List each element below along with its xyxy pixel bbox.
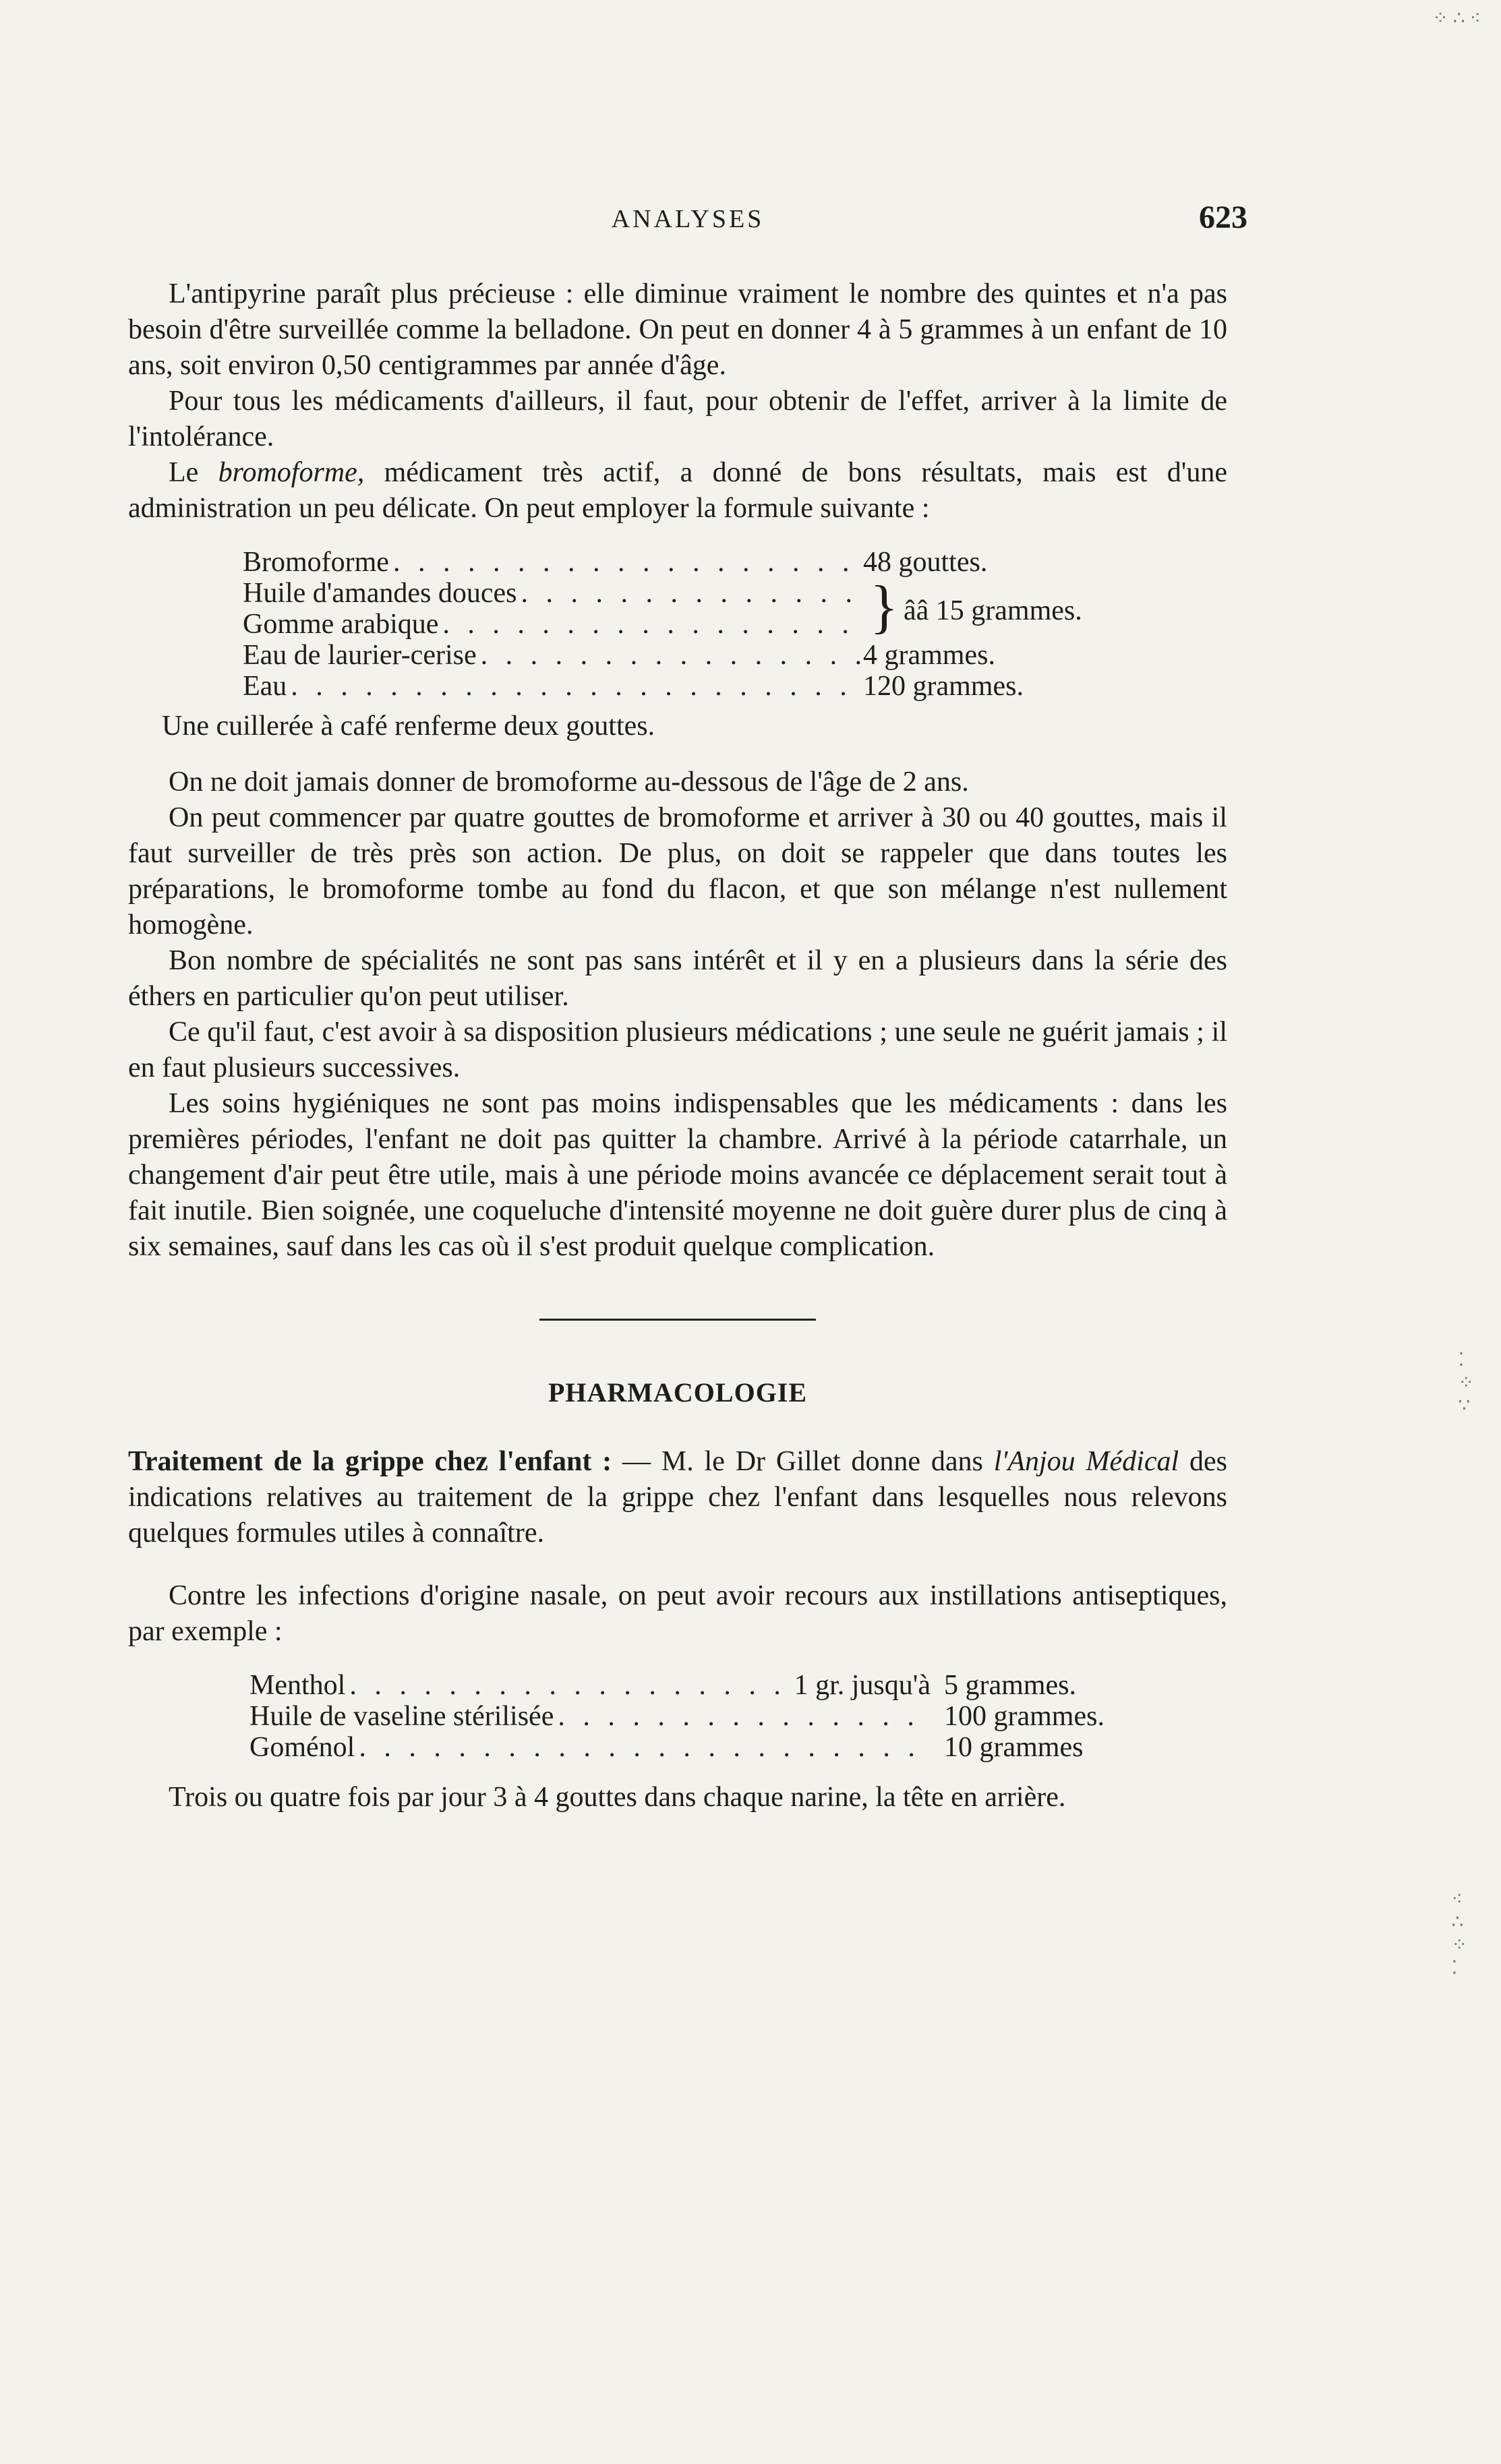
leader-dots — [477, 640, 863, 671]
formula-row — [249, 1670, 1119, 1701]
curly-brace: } — [870, 574, 899, 640]
ingredient-qty: 5 grammes. — [944, 1670, 1076, 1701]
italic-term: bromoforme, — [218, 457, 365, 488]
brace-quantity: ââ 15 grammes. — [904, 595, 1082, 626]
leader-dots — [355, 1732, 931, 1763]
paragraph-specialites: Bon nombre de spécialités ne sont pas sans intérêt et il y en a plusieurs dans la série des éthers en particulier qu'on peut utiliser. — [128, 945, 1227, 1012]
leader-dots — [345, 1670, 794, 1701]
paragraph-medicaments: Pour tous les médicaments d'ailleurs, il faut, pour obtenir de l'effet, arriver à la limite de l'intolérance. — [128, 386, 1227, 452]
paragraph-age: On ne doit jamais donner de bromoforme au-dessous de l'âge de 2 ans. — [169, 767, 969, 798]
paragraph-bromoforme — [128, 455, 1227, 527]
ingredient-qty: 4 grammes. — [863, 640, 995, 671]
paragraph-medications: Ce qu'il faut, c'est avoir à sa disposition plusieurs médications ; une seule ne guérit jamais ; il en faut plusieurs successives. — [128, 1017, 1227, 1083]
scan-speckles-top: ⁘ ∴ ⁖ — [1432, 8, 1481, 29]
leader-dots — [517, 578, 863, 609]
ingredient-name: Menthol — [249, 1670, 346, 1701]
ingredient-name: Eau — [243, 671, 287, 702]
ingredient-range: 1 gr. jusqu'à — [794, 1670, 931, 1701]
ingredient-name: Gomme arabique — [243, 609, 439, 640]
section-divider — [539, 1319, 816, 1321]
paragraph-infections: Contre les infections d'origine nasale, on peut avoir recours aux instillations antiseptiques, par exemple : — [128, 1580, 1227, 1647]
ingredient-qty: 100 grammes. — [944, 1701, 1105, 1732]
scan-speckles-right: ⁚ ⁘ ∵ — [1458, 1350, 1474, 1416]
leader-dots — [287, 671, 863, 702]
paragraph-dosage-nasal: Trois ou quatre fois par jour 3 à 4 gouttes dans chaque narine, la tête en arrière. — [169, 1782, 1066, 1813]
ingredient-name: Huile d'amandes douces — [243, 578, 517, 609]
section-title: PHARMACOLOGIE — [548, 1377, 808, 1408]
ingredient-qty: 10 grammes — [944, 1732, 1084, 1763]
leader-dots — [554, 1701, 931, 1732]
paragraph-grippe — [128, 1444, 1227, 1551]
formula-bromoforme — [243, 547, 1106, 702]
leader-dots — [438, 609, 863, 640]
ingredient-qty: 120 grammes. — [863, 671, 1024, 702]
ingredient-name: Goménol — [249, 1732, 355, 1763]
formula-row — [243, 640, 1106, 671]
formula-row — [243, 547, 1106, 578]
paragraph-dosage: On peut commencer par quatre gouttes de bromoforme et arriver à 30 ou 40 gouttes, mais il faut surveiller de très près son action. De plus, on doit se rappeler que dans toutes les préparations, le bromoforme tombe au fond du flacon, et que son mélange n'est nullement homogène. — [128, 802, 1227, 940]
page-body — [128, 276, 1227, 1815]
ingredient-qty: 48 gouttes. — [863, 547, 988, 578]
ingredient-name: Eau de laurier-cerise — [243, 640, 477, 671]
text-span: Le — [169, 457, 218, 488]
formula-row — [249, 1732, 1119, 1763]
brace-group — [243, 574, 1106, 640]
ingredient-name: Bromoforme — [243, 547, 389, 578]
formula-note: Une cuillerée à café renferme deux gouttes. — [162, 711, 655, 742]
ingredient-name: Huile de vaseline stérilisée — [249, 1701, 554, 1732]
text-span: — M. le Dr Gillet donne dans — [612, 1446, 994, 1477]
paragraph-soins: Les soins hygiéniques ne sont pas moins indispensables que les médicaments : dans les premières périodes, l'enfant ne doit pas quitter la chambre. Arrivé à la période catarrhale, un changement d'air peut être utile, mais à une période moins avancée ce déplacement serait tout à fait inutile. Bien soignée, une coqueluche d'intensité moyenne ne doit guère durer plus de cinq à six semaines, sauf dans les cas où il s'est produit quelque complication. — [128, 1088, 1227, 1262]
running-head: ANALYSES — [611, 205, 765, 233]
page-header — [128, 199, 1247, 246]
leader-dots — [389, 547, 863, 578]
formula-instillation — [249, 1670, 1119, 1763]
scan-speckles-right-lower: ⁖ ∴ ⁘ ⁚ — [1451, 1889, 1467, 1979]
entry-lead: Traitement de la grippe chez l'enfant : — [128, 1446, 612, 1477]
page-number: 623 — [1199, 200, 1247, 235]
text-span: médicament très actif, a donné de bons résultats, mais est d'une administration un peu délicate. On peut employer la formule suivante : — [128, 457, 1228, 524]
formula-row — [249, 1701, 1119, 1732]
paragraph-antipyrine: L'antipyrine paraît plus précieuse : elle diminue vraiment le nombre des quintes et n'a pas besoin d'être surveillée comme la belladone. On peut en donner 4 à 5 grammes à un enfant de 10 ans, soit environ 0,50 centigrammes par année d'âge. — [128, 278, 1227, 381]
text-span: des indications relatives au traitement de la grippe chez l'enfant dans lesquelles nous relevons quelques formules utiles à connaître. — [128, 1446, 1227, 1549]
journal-title: l'Anjou Médical — [993, 1446, 1179, 1477]
formula-row — [243, 671, 1106, 702]
